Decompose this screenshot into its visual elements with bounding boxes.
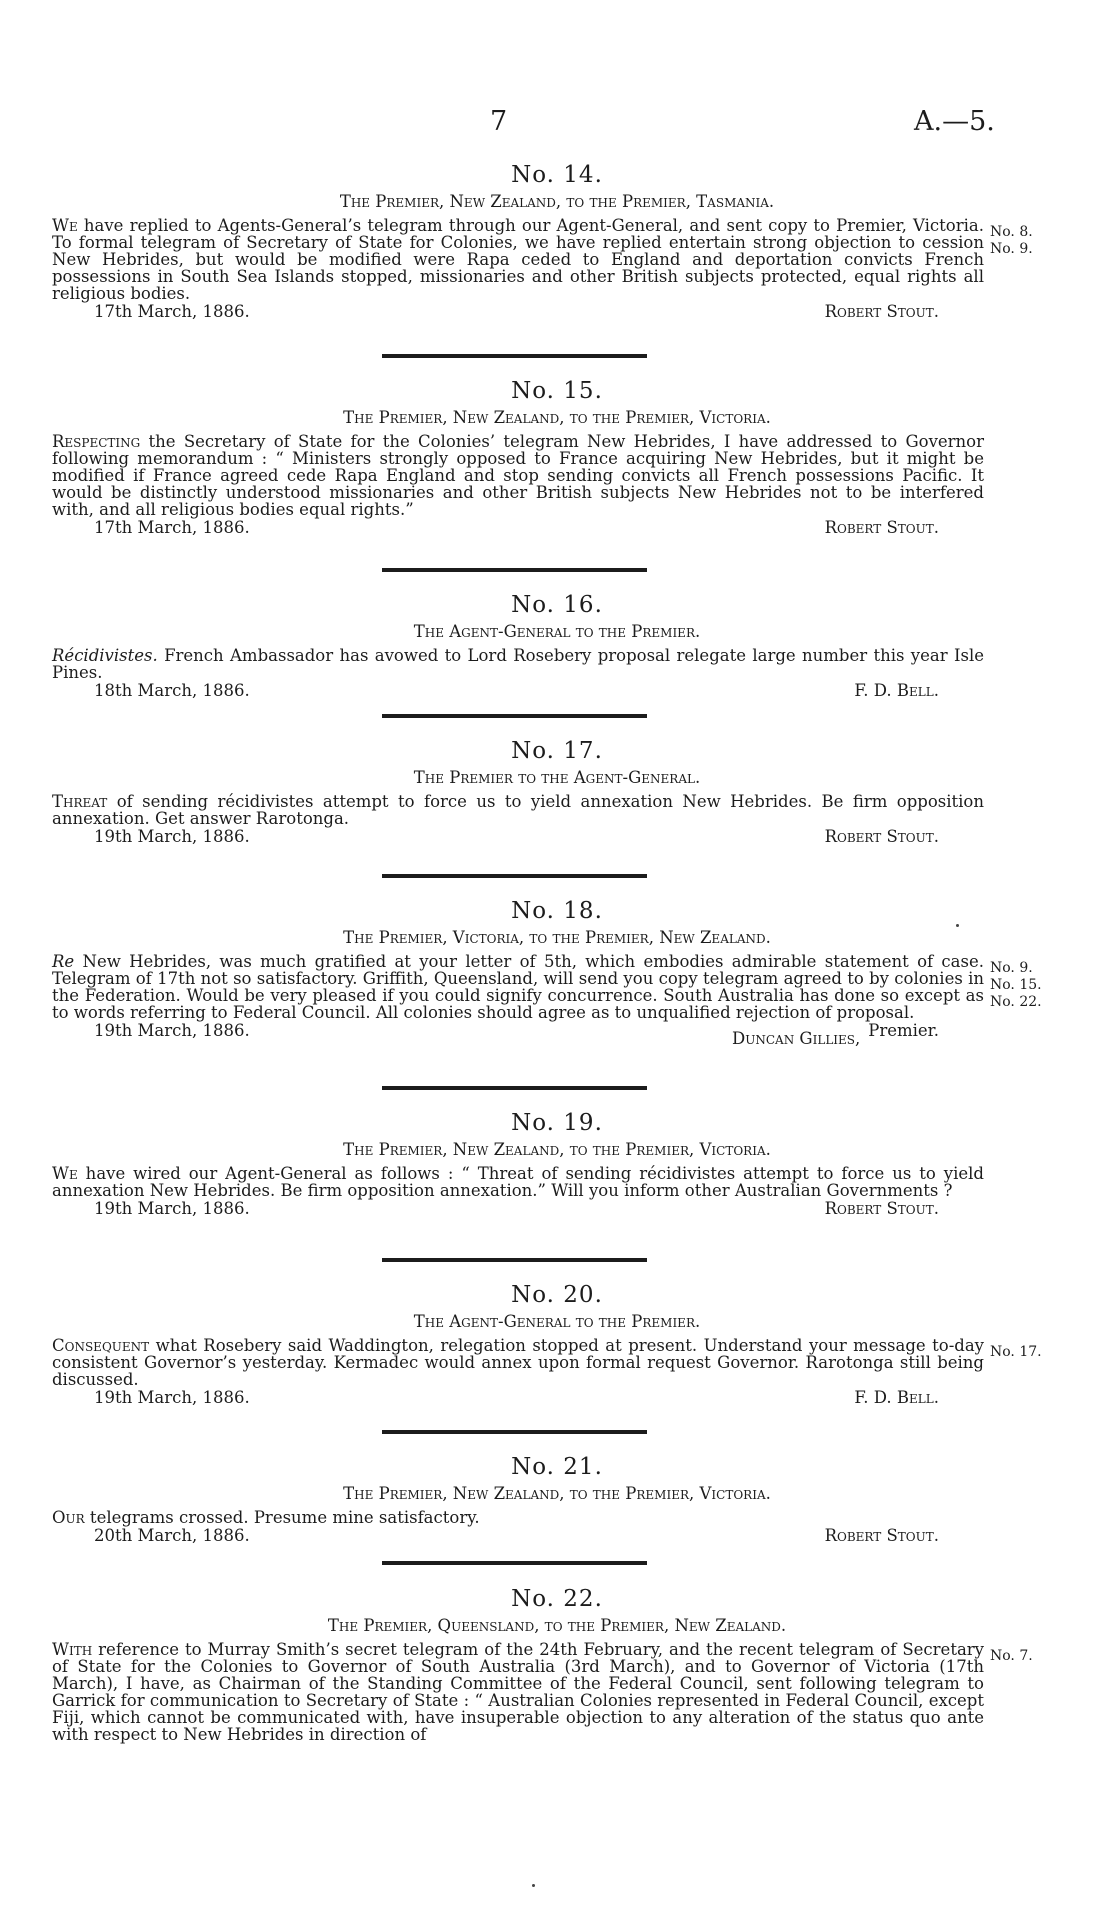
margin-ref: No. 7.	[990, 1648, 1033, 1664]
entry-heading: The Premier, Victoria, to the Premier, New Zealand.	[343, 928, 771, 947]
entry-date: 17th March, 1886.	[94, 302, 250, 321]
separator-rule	[382, 1430, 647, 1434]
entry-footer	[0, 1388, 1114, 1405]
entry-19	[0, 1110, 1114, 1216]
entry-date: 19th March, 1886.	[94, 1388, 250, 1407]
entry-date: 19th March, 1886.	[94, 827, 250, 846]
entry-footer	[0, 518, 1114, 535]
entry-body: We have replied to Agents-General’s telegram through our Agent-General, and sent copy to Premier, Victoria. To formal telegram of Secretary of State for Colonies, we have replied entertain strong objection to cession New Hebrides, but would be modified were Rapa ceded to England and deportation convicts French possessions in South Sea Islands stopped, missionaries and other British subjects protected, equal rights all religious bodies.	[52, 216, 984, 303]
document-reference: A.—5.	[914, 106, 995, 137]
entry-18	[0, 898, 1114, 1048]
entry-15	[0, 378, 1114, 535]
entry-16	[0, 592, 1114, 698]
margin-ref: No. 22.	[990, 994, 1042, 1010]
entry-number: No. 19.	[511, 1110, 603, 1136]
entry-number: No. 16.	[511, 592, 603, 618]
signatory-name: Duncan Gillies,	[732, 1029, 861, 1048]
entry-heading: The Premier, New Zealand, to the Premier, Victoria.	[343, 408, 771, 427]
entry-date: 18th March, 1886.	[94, 681, 250, 700]
margin-ref: No. 15.	[990, 977, 1042, 993]
print-speck	[532, 1884, 535, 1887]
entry-number: No. 20.	[511, 1282, 603, 1308]
entry-footer	[0, 827, 1114, 844]
entry-heading: The Premier, New Zealand, to the Premier, Victoria.	[343, 1484, 771, 1503]
entry-signature: F. D. Bell.	[854, 681, 939, 700]
separator-rule	[382, 354, 647, 358]
page-number: 7	[490, 106, 508, 137]
entry-17	[0, 738, 1114, 844]
margin-ref: No. 8.	[990, 224, 1033, 240]
entry-14	[0, 162, 1114, 319]
separator-rule	[382, 568, 647, 572]
entry-signature: Robert Stout.	[824, 1526, 939, 1545]
entry-body: Threat of sending récidivistes attempt to force us to yield annexation New Hebrides. Be firm opposition annexation. Get answer Rarotonga.	[52, 792, 984, 828]
entry-number: No. 22.	[511, 1586, 603, 1612]
entry-footer	[0, 1021, 1114, 1038]
entry-heading: The Agent-General to the Premier.	[413, 622, 701, 641]
entry-footer	[0, 681, 1114, 698]
entry-number: No. 17.	[511, 738, 603, 764]
entry-21	[0, 1454, 1114, 1543]
entry-20	[0, 1282, 1114, 1405]
entry-footer	[0, 302, 1114, 319]
separator-rule	[382, 874, 647, 878]
entry-heading: The Premier to the Agent-General.	[413, 768, 701, 787]
entry-body: Respecting the Secretary of State for the Colonies’ telegram New Hebrides, I have addressed to Governor following memorandum : “ Ministers strongly opposed to France acquiring New Hebrides, but it might be modified if France agreed cede Rapa England and stop sending convicts all French possessions Pacific. It would be distinctly understood missionaries and other British subjects New Hebrides not to be interfered with, and all religious bodies equal rights.”	[52, 432, 984, 519]
entry-signature: Robert Stout.	[824, 518, 939, 537]
entry-number: No. 14.	[511, 162, 603, 188]
entry-signature: Robert Stout.	[824, 302, 939, 321]
entry-signature: Robert Stout.	[824, 1199, 939, 1218]
entry-body: Récidivistes. French Ambassador has avowed to Lord Rosebery proposal relegate large number this year Isle Pines.	[52, 646, 984, 682]
separator-rule	[382, 1086, 647, 1090]
entry-heading: The Premier, New Zealand, to the Premier, Victoria.	[343, 1140, 771, 1159]
entry-heading: The Agent-General to the Premier.	[413, 1312, 701, 1331]
separator-rule	[382, 1258, 647, 1262]
entry-22	[0, 1586, 1114, 1743]
margin-ref: No. 9.	[990, 241, 1033, 257]
entry-signature: Premier.	[868, 1021, 939, 1040]
entry-signature: Robert Stout.	[824, 827, 939, 846]
entry-footer	[0, 1526, 1114, 1543]
entry-body: Our telegrams crossed. Presume mine satisfactory.	[52, 1508, 480, 1527]
entry-date: 19th March, 1886.	[94, 1021, 250, 1040]
margin-ref: No. 17.	[990, 1344, 1042, 1360]
entry-body: Consequent what Rosebery said Waddington, relegation stopped at present. Understand your message to-day consistent Governor’s yesterday. Kermadec would annex upon formal request Governor. Rarotonga still being discussed.	[52, 1336, 984, 1389]
entry-number: No. 18.	[511, 898, 603, 924]
separator-rule	[382, 714, 647, 718]
entry-body: We have wired our Agent-General as follows : “ Threat of sending récidivistes attempt to force us to yield annexation New Hebrides. Be firm opposition annexation.” Will you inform other Australian Governments ?	[52, 1164, 984, 1200]
entry-number: No. 15.	[511, 378, 603, 404]
entry-body: With reference to Murray Smith’s secret telegram of the 24th February, and the recent telegram of Secretary of State for the Colonies to Governor of South Australia (3rd March), and to Governor of Victoria (17th March), I have, as Chairman of the Standing Committee of the Federal Council, sent following telegram to Garrick for communication to Secretary of State : “ Australian Colonies represented in Federal Council, except Fiji, which cannot be communicated with, have insuperable objection to any alteration of the status quo ante with respect to New Hebrides in direction of	[52, 1640, 984, 1744]
entry-date: 17th March, 1886.	[94, 518, 250, 537]
entry-heading: The Premier, New Zealand, to the Premier, Tasmania.	[339, 192, 775, 211]
entry-body: Re New Hebrides, was much gratified at your letter of 5th, which embodies admirable statement of case. Telegram of 17th not so satisfactory. Griffith, Queensland, will send you copy telegram agreed to by colonies in the Federation. Would be very pleased if you could signify concurrence. South Australia has done so except as to words referring to Federal Council. All colonies should agree as to unqualified rejection of proposal.	[52, 952, 984, 1022]
print-speck	[956, 924, 959, 927]
entry-signature: F. D. Bell.	[854, 1388, 939, 1407]
margin-ref: No. 9.	[990, 960, 1033, 976]
entry-heading: The Premier, Queensland, to the Premier, New Zealand.	[327, 1616, 787, 1635]
entry-footer	[0, 1199, 1114, 1216]
separator-rule	[382, 1561, 647, 1565]
entry-date: 19th March, 1886.	[94, 1199, 250, 1218]
entry-number: No. 21.	[511, 1454, 603, 1480]
entry-date: 20th March, 1886.	[94, 1526, 250, 1545]
